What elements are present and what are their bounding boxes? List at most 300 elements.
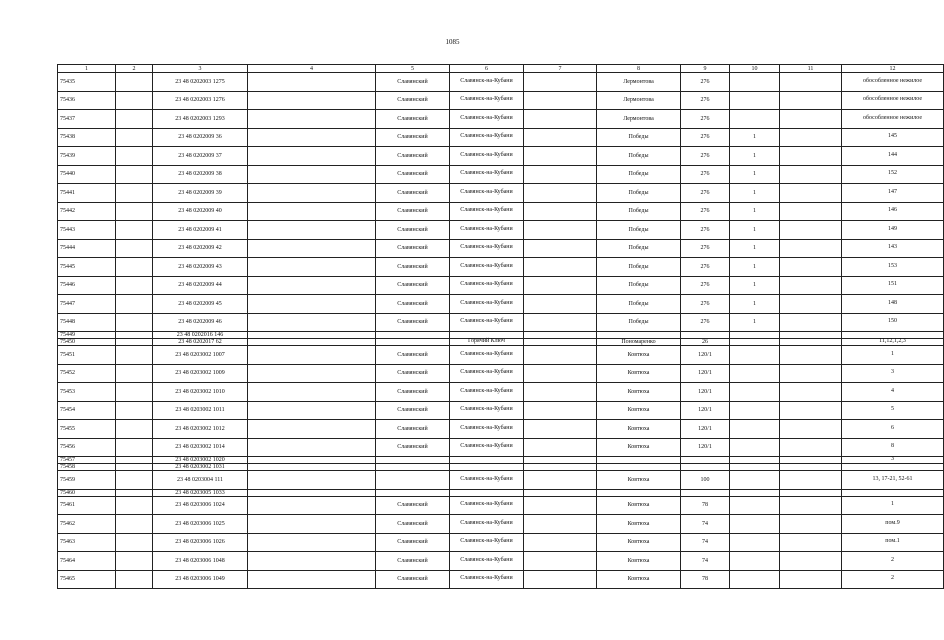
table-cell [842, 346, 944, 365]
table-cell [376, 332, 450, 339]
cell-text: 75435 [60, 78, 75, 85]
cell-text: Славянский [397, 520, 428, 527]
table-cell [116, 339, 153, 346]
cell-text: Ковтюха [627, 370, 650, 377]
table-cell [116, 128, 153, 147]
table-cell [450, 464, 524, 471]
table-cell [376, 91, 450, 110]
table-cell [681, 202, 730, 221]
table-cell [153, 457, 248, 464]
table-cell [376, 471, 450, 490]
cell-text: 78 [702, 502, 708, 509]
table-cell [58, 128, 116, 147]
table-cell [780, 489, 842, 496]
table-cell [524, 533, 597, 552]
table-cell [450, 147, 524, 166]
table-cell [116, 221, 153, 240]
table-cell [248, 276, 376, 295]
table-cell [116, 73, 153, 92]
cell-text: 276 [700, 152, 710, 159]
table-cell [730, 332, 780, 339]
table-cell [248, 258, 376, 277]
table-cell [681, 570, 730, 589]
cell-text: Славянск-на-Кубани [460, 519, 513, 526]
cell-text: 1 [753, 319, 756, 326]
cell-text: 75442 [60, 208, 75, 215]
table-cell [116, 165, 153, 184]
table-cell [730, 339, 780, 346]
cell-text: 276 [700, 208, 710, 215]
column-header: 3 [153, 65, 248, 73]
cell-text: Славянский [397, 282, 428, 289]
table-cell [524, 73, 597, 92]
cell-text: 23 48 0203006 1025 [175, 520, 225, 527]
cell-text: 146 [888, 207, 897, 214]
table-cell [116, 496, 153, 515]
table-cell [597, 147, 681, 166]
table-cell [780, 383, 842, 402]
table-cell [450, 165, 524, 184]
table-cell [780, 313, 842, 332]
table-row [58, 276, 944, 295]
table-cell [376, 258, 450, 277]
cell-text: 23 48 0203002 1007 [175, 351, 225, 358]
table-cell [153, 496, 248, 515]
table-cell [376, 295, 450, 314]
cell-text: обособленное нежилое [862, 114, 923, 121]
cell-text: обособленное нежилое [862, 96, 923, 103]
cell-text: 75450 [60, 339, 75, 345]
cell-text: 1 [753, 245, 756, 252]
table-cell [681, 552, 730, 571]
table-cell [597, 401, 681, 420]
cell-text: Славянский [397, 171, 428, 178]
cell-text: Славянский [397, 425, 428, 432]
table-cell [376, 515, 450, 534]
cell-text: Славянский [397, 245, 428, 252]
table-cell [58, 73, 116, 92]
table-cell [248, 438, 376, 457]
table-cell [842, 110, 944, 129]
cell-text: Ковтюха [627, 557, 650, 564]
cell-text: Славянский [397, 189, 428, 196]
table-cell [842, 457, 944, 464]
table-cell [524, 165, 597, 184]
cell-text: 75455 [60, 425, 75, 432]
table-cell [248, 496, 376, 515]
cell-text: 78 [702, 576, 708, 583]
table-cell [153, 313, 248, 332]
cell-text: 75463 [60, 539, 75, 546]
table-cell [524, 128, 597, 147]
table-cell [842, 221, 944, 240]
table-cell [597, 91, 681, 110]
table-cell [730, 202, 780, 221]
table-cell [730, 533, 780, 552]
cell-text: Славянск-на-Кубани [460, 170, 513, 177]
cell-text: 23 48 0203006 1026 [175, 539, 225, 546]
table-cell [116, 258, 153, 277]
cell-text: Славянский [397, 407, 428, 414]
table-cell [58, 383, 116, 402]
table-cell [248, 313, 376, 332]
table-cell [450, 295, 524, 314]
table-cell [116, 464, 153, 471]
cell-text: 23 48 0202017 62 [178, 339, 222, 345]
table-cell [153, 147, 248, 166]
cell-text: 276 [700, 115, 710, 122]
column-header: 7 [524, 65, 597, 73]
table-cell [58, 184, 116, 203]
table-cell [376, 464, 450, 471]
table-cell [153, 295, 248, 314]
table-cell [248, 91, 376, 110]
table-cell [842, 165, 944, 184]
table-cell [58, 258, 116, 277]
page-number: 1085 [445, 38, 460, 46]
cell-text: 100 [700, 476, 710, 483]
cell-text: 6 [891, 424, 894, 431]
cell-text: 2 [891, 556, 894, 563]
table-cell [58, 457, 116, 464]
cell-text: 148 [888, 299, 897, 306]
cell-text: Славянск-на-Кубани [460, 114, 513, 121]
table-row [58, 128, 944, 147]
table-cell [730, 258, 780, 277]
table-cell [376, 420, 450, 439]
table-cell [450, 471, 524, 490]
table-cell [842, 258, 944, 277]
table-cell [153, 73, 248, 92]
table-cell [842, 128, 944, 147]
cell-text: 143 [888, 244, 897, 251]
table-cell [248, 489, 376, 496]
cell-text: Пономаренко [621, 339, 656, 345]
cell-text: Ковтюха [627, 576, 650, 583]
table-cell [524, 552, 597, 571]
cell-text: 1 [753, 300, 756, 307]
table-cell [116, 202, 153, 221]
table-cell [248, 420, 376, 439]
cell-text: Славянск-на-Кубани [460, 369, 513, 376]
cell-text: 75447 [60, 300, 75, 307]
cell-text: 75437 [60, 115, 75, 122]
table-row [58, 313, 944, 332]
table-cell [842, 515, 944, 534]
cell-text: 23 48 0203006 1048 [175, 557, 225, 564]
table-cell [450, 383, 524, 402]
cell-text: Славянск-на-Кубани [460, 188, 513, 195]
table-cell [524, 383, 597, 402]
cell-text: 74 [702, 520, 708, 527]
cell-text: 13, 17-21, 52-61 [872, 475, 913, 482]
table-cell [780, 515, 842, 534]
table-cell [248, 128, 376, 147]
cell-text: 23 48 0203002 1031 [175, 464, 225, 470]
table-cell [248, 515, 376, 534]
table-cell [730, 313, 780, 332]
cell-text: Славянск-на-Кубани [460, 350, 513, 357]
table-cell [450, 128, 524, 147]
table-cell [597, 295, 681, 314]
table-cell [597, 420, 681, 439]
table-cell [524, 339, 597, 346]
table-cell [116, 184, 153, 203]
table-cell [58, 570, 116, 589]
table-row [58, 383, 944, 402]
table-cell [248, 464, 376, 471]
table-cell [58, 91, 116, 110]
column-header: 2 [116, 65, 153, 73]
table-cell [681, 258, 730, 277]
cell-text: 2 [891, 575, 894, 582]
table-cell [524, 489, 597, 496]
table-cell [376, 457, 450, 464]
cell-text: 23 48 0203005 1033 [175, 489, 225, 496]
table-cell [376, 276, 450, 295]
cell-text: Ковтюха [627, 444, 650, 451]
table-cell [681, 464, 730, 471]
table-cell [153, 438, 248, 457]
table-cell [730, 438, 780, 457]
cell-text: Победы [628, 208, 649, 215]
table-cell [116, 420, 153, 439]
cell-text: 74 [702, 539, 708, 546]
cell-text: 23 48 0202009 45 [178, 300, 222, 307]
table-cell [730, 91, 780, 110]
cell-text: 1 [753, 208, 756, 215]
table-cell [524, 91, 597, 110]
table-cell [524, 471, 597, 490]
table-cell [248, 221, 376, 240]
cell-text: Славянский [397, 502, 428, 509]
cell-text: 1 [753, 263, 756, 270]
table-cell [116, 383, 153, 402]
table-cell [681, 128, 730, 147]
table-cell [116, 332, 153, 339]
cell-text: Славянск-на-Кубани [460, 406, 513, 413]
cell-text: 276 [700, 78, 710, 85]
table-cell [681, 313, 730, 332]
column-header: 10 [730, 65, 780, 73]
cell-text: Победы [628, 245, 649, 252]
table-cell [524, 258, 597, 277]
table-cell [681, 147, 730, 166]
table-cell [116, 438, 153, 457]
table-cell [681, 533, 730, 552]
cell-text: 1 [753, 171, 756, 178]
cell-text: Горячий Ключ [468, 338, 505, 345]
table-cell [524, 496, 597, 515]
cell-text: Славянск-на-Кубани [460, 475, 513, 482]
table-cell [524, 239, 597, 258]
table-cell [730, 464, 780, 471]
table-cell [842, 313, 944, 332]
table-cell [780, 128, 842, 147]
table-cell [730, 383, 780, 402]
table-cell [450, 438, 524, 457]
cell-text: 23 48 0202003 1293 [175, 115, 225, 122]
cell-text: Славянск-на-Кубани [460, 133, 513, 140]
table-cell [597, 457, 681, 464]
cell-text: 145 [888, 133, 897, 140]
table-cell [780, 239, 842, 258]
cell-text: 1 [753, 152, 756, 159]
table-cell [780, 457, 842, 464]
table-cell [730, 110, 780, 129]
table-cell [58, 147, 116, 166]
table-cell [153, 128, 248, 147]
table-cell [58, 295, 116, 314]
cell-text: Славянск-на-Кубани [460, 207, 513, 214]
table-cell [730, 147, 780, 166]
cell-text: Ковтюха [627, 502, 650, 509]
table-cell [681, 346, 730, 365]
table-cell [153, 276, 248, 295]
table-row [58, 489, 944, 496]
cell-text: Славянский [397, 226, 428, 233]
table-cell [780, 346, 842, 365]
cell-text: 75438 [60, 134, 75, 141]
table-cell [681, 496, 730, 515]
table-cell [842, 276, 944, 295]
cell-text: Славянск-на-Кубани [460, 538, 513, 545]
table-cell [730, 457, 780, 464]
table-row [58, 471, 944, 490]
table-cell [376, 110, 450, 129]
table-cell [842, 364, 944, 383]
table-cell [450, 184, 524, 203]
table-cell [597, 221, 681, 240]
table-cell [116, 239, 153, 258]
table-cell [730, 346, 780, 365]
cell-text: 120/1 [698, 407, 712, 414]
table-cell [58, 552, 116, 571]
cell-text: 23 48 0202009 41 [178, 226, 222, 233]
table-cell [780, 552, 842, 571]
cell-text: 23 48 0203002 1012 [175, 425, 225, 432]
cell-text: обособленное нежилое [862, 77, 923, 84]
table-cell [780, 420, 842, 439]
cell-text: 1 [891, 350, 894, 357]
column-header: 6 [450, 65, 524, 73]
table-row [58, 221, 944, 240]
table-cell [248, 73, 376, 92]
table-cell [730, 496, 780, 515]
table-cell [450, 533, 524, 552]
table-row [58, 147, 944, 166]
table-cell [153, 346, 248, 365]
table-cell [376, 128, 450, 147]
column-header: 8 [597, 65, 681, 73]
cell-text: 3 [891, 369, 894, 376]
table-cell [153, 184, 248, 203]
cell-text: 144 [888, 151, 897, 158]
cell-text: 23 48 0203006 1024 [175, 502, 225, 509]
table-row [58, 401, 944, 420]
table-cell [681, 110, 730, 129]
cell-text: Славянск-на-Кубани [460, 262, 513, 269]
cell-text: 120/1 [698, 351, 712, 358]
table-cell [524, 457, 597, 464]
table-cell [780, 471, 842, 490]
table-cell [450, 364, 524, 383]
cell-text: 276 [700, 134, 710, 141]
cell-text: 23 48 0203004 111 [176, 476, 224, 483]
table-cell [58, 420, 116, 439]
table-cell [730, 570, 780, 589]
cell-text: 23 48 0202009 40 [178, 208, 222, 215]
table-cell [730, 239, 780, 258]
table-cell [116, 489, 153, 496]
cell-text: Славянский [397, 152, 428, 159]
table-cell [116, 552, 153, 571]
table-cell [58, 471, 116, 490]
cell-text: 75461 [60, 502, 75, 509]
table-cell [842, 202, 944, 221]
table-row [58, 438, 944, 457]
table-cell [681, 515, 730, 534]
table-cell [153, 339, 248, 346]
cell-text: 149 [888, 225, 897, 232]
cell-text: Славянский [397, 97, 428, 104]
table-cell [597, 533, 681, 552]
cell-text: 120/1 [698, 444, 712, 451]
table-cell [842, 464, 944, 471]
table-cell [597, 73, 681, 92]
cell-text: Славянск-на-Кубани [460, 244, 513, 251]
cell-text: 23 48 0203002 1011 [175, 407, 225, 414]
cell-text: 276 [700, 319, 710, 326]
table-cell [597, 165, 681, 184]
cell-text: Победы [628, 171, 649, 178]
table-cell [153, 471, 248, 490]
table-cell [248, 401, 376, 420]
table-cell [58, 332, 116, 339]
cell-text: 75446 [60, 282, 75, 289]
table-cell [524, 464, 597, 471]
table-cell [248, 552, 376, 571]
cell-text: Славянский [397, 576, 428, 583]
table-cell [58, 221, 116, 240]
table-row [58, 91, 944, 110]
table-cell [58, 313, 116, 332]
table-cell [450, 110, 524, 129]
table-cell [681, 339, 730, 346]
table-cell [450, 258, 524, 277]
table-cell [376, 489, 450, 496]
table-cell [153, 364, 248, 383]
table-cell [248, 147, 376, 166]
cell-text: 276 [700, 263, 710, 270]
cell-text: 23 48 0202009 38 [178, 171, 222, 178]
cell-text: 150 [888, 318, 897, 325]
table-cell [780, 464, 842, 471]
table-cell [780, 364, 842, 383]
table-row [58, 346, 944, 365]
table-cell [681, 489, 730, 496]
table-cell [58, 533, 116, 552]
table-row [58, 258, 944, 277]
table-cell [842, 383, 944, 402]
table-cell [681, 332, 730, 339]
table-cell [450, 221, 524, 240]
table-cell [248, 570, 376, 589]
table-cell [376, 570, 450, 589]
table-cell [153, 110, 248, 129]
table-row [58, 364, 944, 383]
table-row [58, 110, 944, 129]
